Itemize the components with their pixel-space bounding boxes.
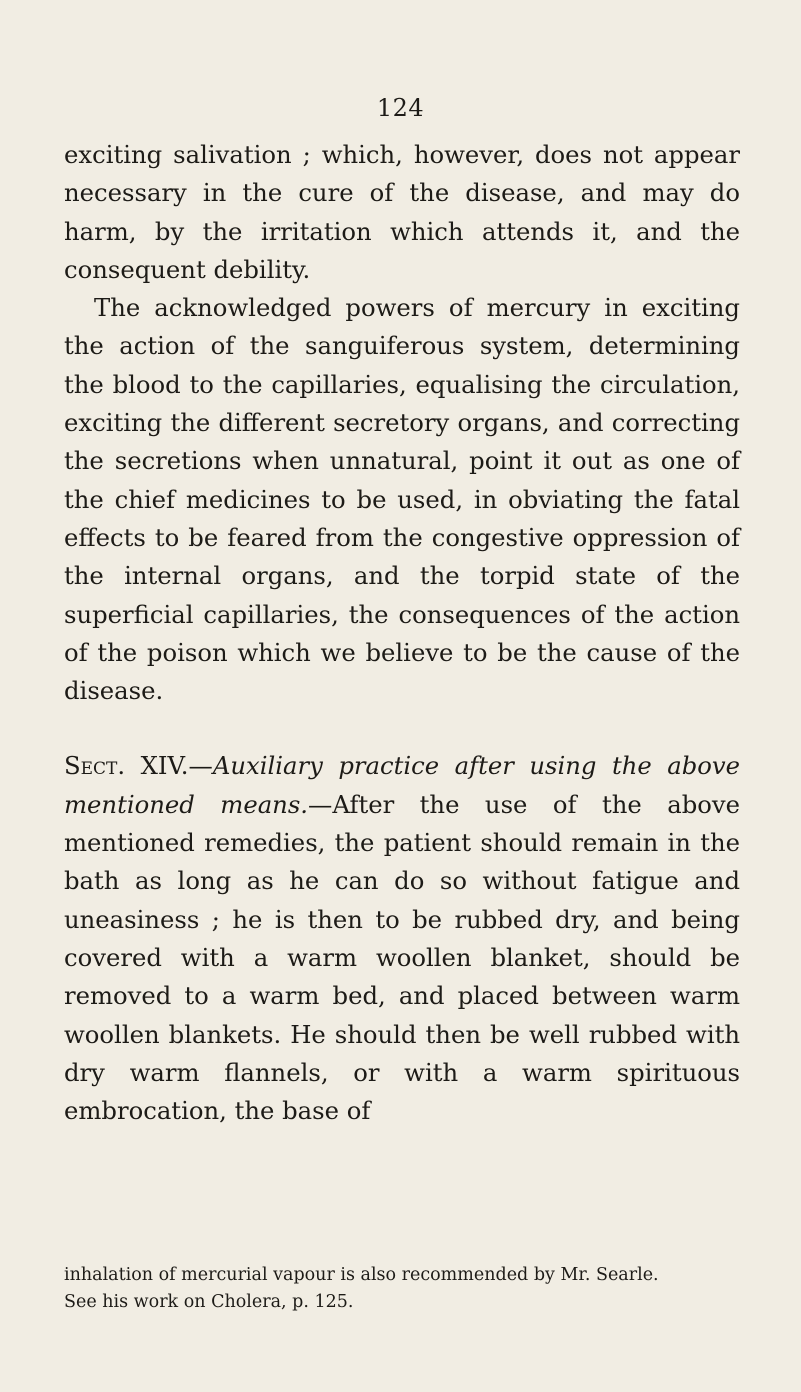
main-text [64, 136, 740, 1130]
page-number: 124 [376, 94, 425, 122]
section-xiv [64, 747, 740, 1130]
section-label: Sect. XIV. [64, 751, 189, 781]
section-dash: — [188, 751, 213, 781]
paragraph-continuation: exciting salivation ; which, however, does not appear necessary in the cure of the disease, and may do harm, by the irritation which attends it, and the consequent debility. [64, 140, 740, 284]
footnote-line-2: See his work on Cholera, p. 125. [64, 1292, 354, 1312]
section-body: —After the use of the above mentioned remedies, the patient should remain in the bath as long as he can do so without fatigue and uneasiness ; he is then to be rubbed dry, and being covered with a warm woollen blanket, should be removed to a warm bed, and placed between warm woollen blankets. He should then be well rubbed with dry warm flannels, or with a warm spirituous embrocation, the base of [64, 789, 740, 1126]
section-title: Auxiliary practice after using the above mentioned means. [64, 751, 741, 819]
paragraph-mercury: The acknowledged powers of mercury in exciting the action of the sanguiferous system, determining the blood to the capillaries, equalising the circulation, exciting the different secretory organs, and correcting the secretions when unnatural, point it out as one of the chief medicines to be used, in obviating the fatal effects to be feared from the congestive oppression of the internal organs, and the torpid state of the superficial capillaries, the consequences of the action of the poison which we believe to be the cause of the disease. [64, 293, 740, 706]
footnote-line-1: inhalation of mercurial vapour is also recommended by Mr. Searle. [64, 1265, 659, 1285]
footnote [64, 1262, 740, 1316]
